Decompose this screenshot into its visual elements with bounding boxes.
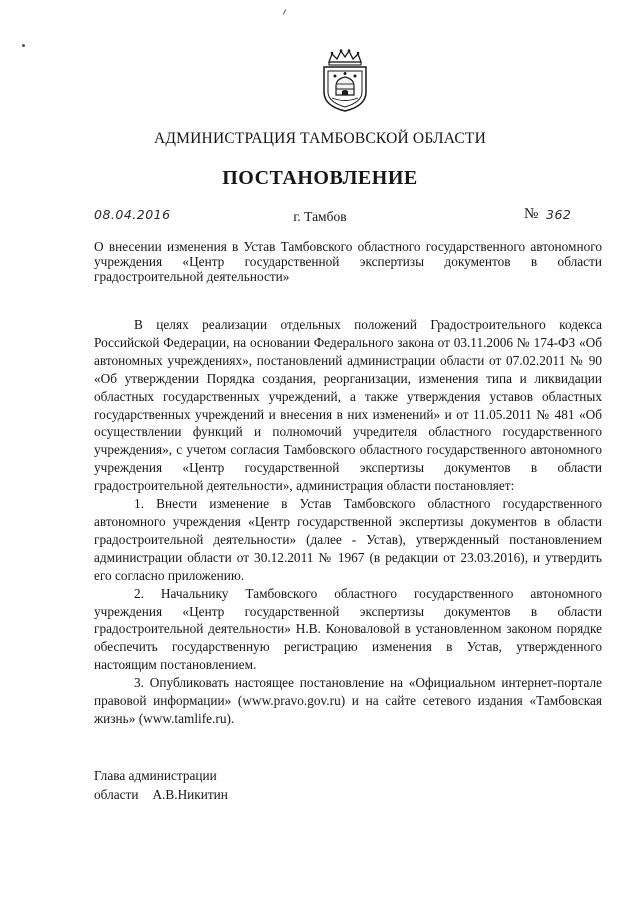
tambov-region-coat-of-arms-icon <box>319 48 371 112</box>
scan-mark <box>283 9 286 15</box>
document-subject: О внесении изменения в Устав Тамбовского областного государственного автономного учреждения «Центр государственной экспертизы документов в области градостроительной деятельности» <box>94 239 602 284</box>
clause-1-paragraph: 1. Внести изменение в Устав Тамбовского областного государственного автономного учреждения «Центр государственной экспертизы документов в области градостроительной деятельности» (далее - Устав), утвержденный постановлением администрации области от 30.12.2011 № 1967 (в редакции от 23.03.2016), и утвердить его согласно приложению. <box>94 496 602 583</box>
clause-3-paragraph: 3. Опубликовать настоящее постановление на «Официальном интернет-портале правовой информации» (www.pravo.gov.ru) и на сайте сетевого издания «Тамбовская жизнь» (www.tamlife.ru). <box>94 675 602 726</box>
document-number-label: № <box>524 206 539 222</box>
signatory-line2 <box>94 785 228 804</box>
document-body <box>94 316 602 728</box>
scan-speck <box>22 44 25 47</box>
signatory-position-line1: Глава администрации <box>94 768 217 783</box>
signatory-position-line2: области <box>94 787 139 802</box>
document-type-title: ПОСТАНОВЛЕНИЕ <box>222 167 418 189</box>
document-number: 362 <box>546 207 572 222</box>
clause-2-paragraph: 2. Начальнику Тамбовского областного государственного автономного учреждения «Центр государственной экспертизы документов в области градостроительной деятельности» Н.В. Коноваловой в установленном законом порядке обеспечить государственную регистрацию изменения в Устав, утвержденного настоящим постановлением. <box>94 585 602 673</box>
document-city: г. Тамбов <box>293 209 347 224</box>
preamble-paragraph: В целях реализации отдельных положений Градостроительного кодекса Российской Федерации, на основании Федерального закона от 03.11.2006 № 174-ФЗ «Об автономных учреждениях», постановлений администрации области от 07.02.2011 № 90 «Об утверждении Порядка создания, реорганизации, изменения типа и ликвидации областных государственных учреждений, а также утверждения уставов областных государственных учреждений и внесения в них изменений» и от 11.05.2011 № 481 «Об осуществлении функций и полномочий учредителя областного государственного учреждения», с учетом согласия Тамбовского областного государственного автономного учреждения «Центр государственной экспертизы документов в области градостроительной деятельности», администрация области постановляет: <box>94 317 602 494</box>
organization-name: АДМИНИСТРАЦИЯ ТАМБОВСКОЙ ОБЛАСТИ <box>154 130 486 147</box>
document-date: 08.04.2016 <box>94 207 171 222</box>
signatory-name: А.В.Никитин <box>152 787 228 802</box>
signature-block <box>94 766 228 804</box>
